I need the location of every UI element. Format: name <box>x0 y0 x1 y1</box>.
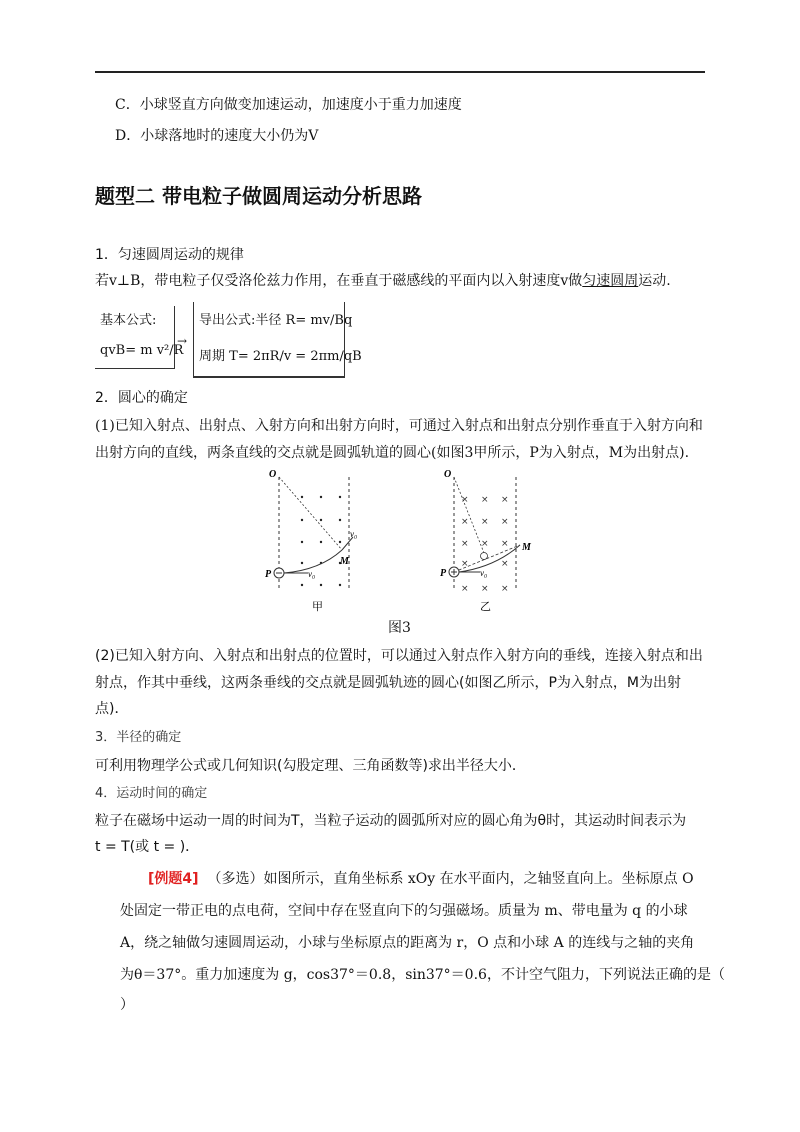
svg-text:×: × <box>501 539 509 549</box>
section-heading: 题型二 带电粒子做圆周运动分析思路 <box>95 184 422 208</box>
derived-label: 导出公式:半径 <box>199 313 282 328</box>
radius-formula: R= mv/Bq <box>285 313 353 328</box>
period-value: T= 2πR/v = 2πm/qB <box>229 349 362 364</box>
svg-text:×: × <box>501 559 509 569</box>
label-o-left: O <box>269 469 277 480</box>
period-label: 周期 <box>199 349 226 364</box>
s2-p2-line1: (2)已知入射方向、入射点和出射点的位置时，可以通过入射点作入射方向的垂线，连接入射点和出 <box>95 648 703 664</box>
figure-left-label: 甲 <box>312 600 323 613</box>
option-c: C．小球竖直方向做变加速运动，加速度小于重力加速度 <box>115 97 462 113</box>
svg-text:×: × <box>461 517 469 527</box>
example-text-1: （多选）如图所示，直角坐标系 xOy 在水平面内，之轴竖直向上。坐标原点 O <box>207 871 694 887</box>
s1-text-post: 运动. <box>638 273 671 289</box>
s1-text <box>95 272 671 290</box>
s4-line2: t = T(或 t = )． <box>95 839 200 855</box>
example-line3: A，绕之轴做匀速圆周运动，小球与坐标原点的距离为 r，O 点和小球 A 的连线与之轴的夹角 <box>120 935 695 951</box>
basic-formula: qvB= m v²/R <box>100 343 184 358</box>
s1-text-pre: 若v⊥B，带电粒子仅受洛伦兹力作用，在垂直于磁感线的平面内以入射速度v做 <box>95 273 583 289</box>
s2-title: 2．圆心的确定 <box>95 390 188 406</box>
svg-text:×: × <box>461 539 469 549</box>
svg-text:×: × <box>481 517 489 527</box>
example-line2: 处固定一带正电的点电荷，空间中存在竖直向下的匀强磁场。质量为 m、带电量为 q 的小球 <box>120 903 688 919</box>
figure-right-label: 乙 <box>480 600 491 613</box>
s1-text-underlined: 匀速圆周 <box>582 273 639 289</box>
period-formula <box>199 348 362 366</box>
example-line4: 为θ＝37°。重力加速度为 g，cos37°＝0.8，sin37°＝0.6，不计空气阻力，下列说法正确的是（ <box>120 967 725 983</box>
label-p-left: P <box>265 569 272 580</box>
svg-text:×: × <box>501 517 509 527</box>
s4-title: 4．运动时间的确定 <box>95 786 208 801</box>
label-o-right: O <box>444 469 452 480</box>
figure-3-right <box>440 465 560 615</box>
figure-caption: 图3 <box>388 620 411 636</box>
label-m-left: M <box>340 556 349 567</box>
s4-line1: 粒子在磁场中运动一周的时间为T，当粒子运动的圆弧所对应的圆心角为θ时，其运动时间表示为 <box>95 813 687 829</box>
svg-text:×: × <box>461 559 469 569</box>
example-line5: ） <box>120 997 134 1013</box>
svg-text:×: × <box>501 584 509 594</box>
svg-text:×: × <box>461 584 469 594</box>
example-tag: [例题4] <box>148 871 199 887</box>
derived-formula <box>199 312 352 330</box>
formula-box <box>95 302 362 380</box>
s1-title: 1．匀速圆周运动的规律 <box>95 247 244 263</box>
svg-text:×: × <box>461 495 469 505</box>
s2-p2-line2: 射点，作其中垂线，这两条垂线的交点就是圆弧轨迹的圆心(如图乙所示，P为入射点，M为出射 <box>95 675 681 691</box>
label-m-right: M <box>522 542 531 553</box>
svg-text:×: × <box>501 495 509 505</box>
basic-formula-label: 基本公式: <box>100 313 157 328</box>
arrow-icon: → <box>177 334 188 348</box>
s2-p1-line1: (1)已知入射点、出射点、入射方向和出射方向时，可通过入射点和出射点分别作垂直于入射方向和 <box>95 418 703 434</box>
figure-3-left <box>260 465 370 615</box>
s2-p1-line2: 出射方向的直线，两条直线的交点就是圆弧轨道的圆心(如图3甲所示，P为入射点，M为出射点). <box>95 445 690 461</box>
s2-p2-line3: 点)． <box>95 701 129 717</box>
svg-text:×: × <box>481 539 489 549</box>
label-v0-right: v₀ <box>480 568 488 578</box>
label-v0-exit-left: v₀ <box>350 529 358 539</box>
label-v0-entry-left: v₀ <box>308 569 316 579</box>
s3-text: 可利用物理学公式或几何知识(勾股定理、三角函数等)求出半径大小． <box>95 758 526 774</box>
svg-text:×: × <box>481 495 489 505</box>
option-d: D．小球落地时的速度大小仍为V <box>115 128 319 144</box>
svg-text:×: × <box>481 584 489 594</box>
label-p-right: P <box>440 568 447 579</box>
header-rule <box>95 71 705 73</box>
s3-title: 3．半径的确定 <box>95 730 182 745</box>
example-line1 <box>148 870 694 888</box>
